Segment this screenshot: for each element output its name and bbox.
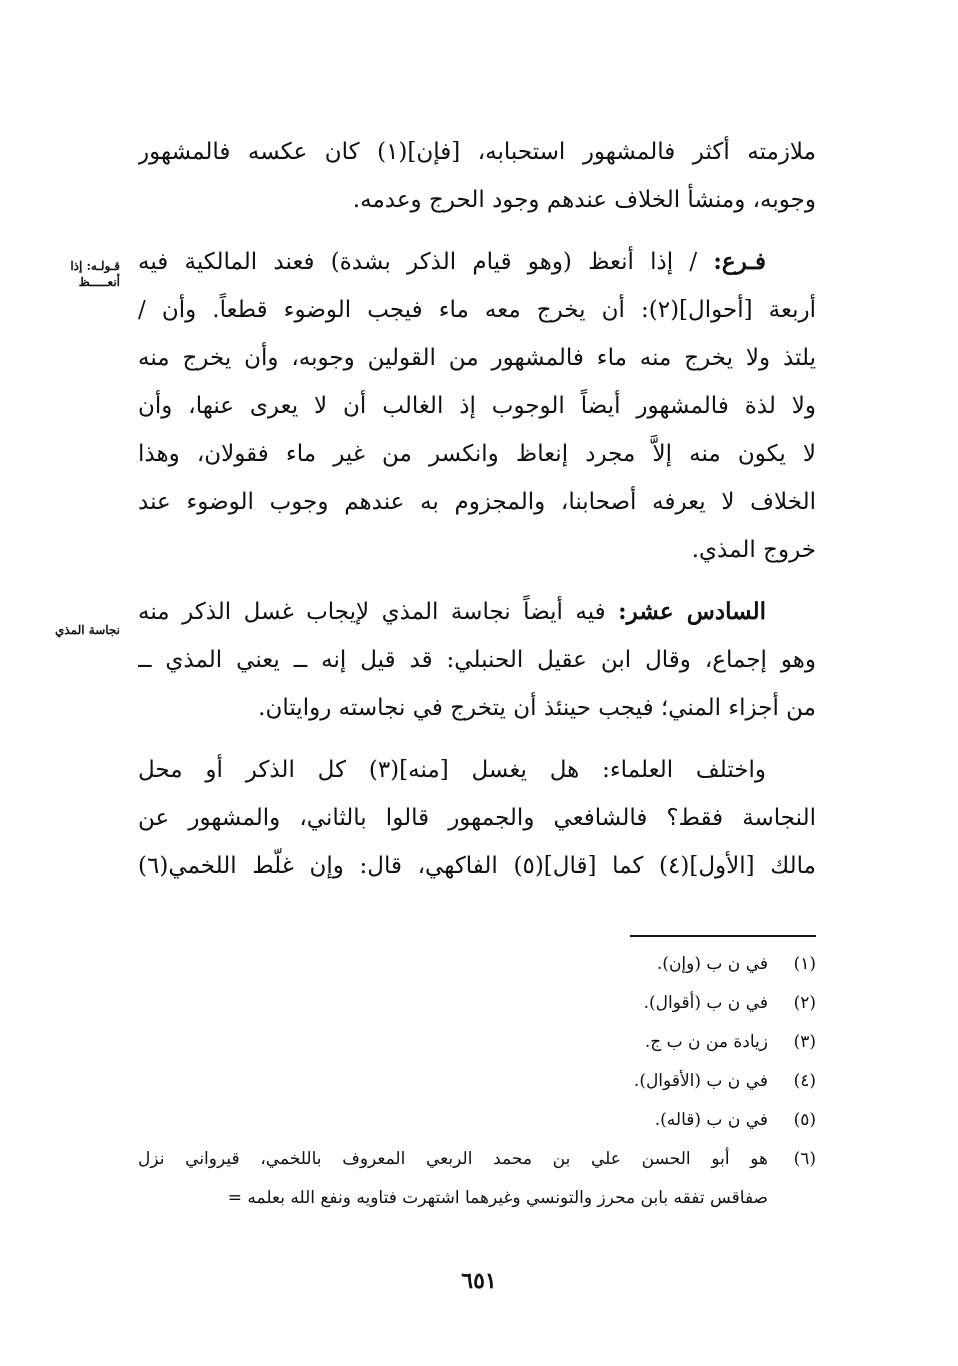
text-line: يلتذ ولا يخرج منه ماء فالمشهور من القولين وجوبه، وأن يخرج منه: [138, 345, 816, 371]
text-line: [138, 238, 816, 286]
text-line: وهو إجماع، وقال ابن عقيل الحنبلي: قد قيل إنه ــ يعني المذي ــ: [138, 647, 816, 673]
footnote-text: في ن ب (الأقوال).: [633, 1071, 768, 1091]
section-lead: فـرع:: [713, 248, 767, 275]
footnote-number: (٤): [793, 1071, 816, 1091]
text-line: خروج المذي.: [691, 537, 816, 563]
footnote-continuation: صفاقس تفقه بابن محرز والتونسي وغيرهما اشتهرت فتاويه ونفع الله بعلمه =: [227, 1188, 768, 1208]
text-span: / إذا أنعظ (وهو قيام الذكر بشدة) فعند المالكية فيه: [138, 249, 698, 275]
footnote-text: زيادة من ن ب ج.: [644, 1032, 768, 1052]
text-span: فيه أيضاً نجاسة المذي لإيجاب غسل الذكر منه: [138, 599, 606, 625]
footnote-item: [138, 1140, 816, 1179]
main-text: [138, 128, 816, 904]
footnote-number: (١): [793, 954, 816, 974]
text-line: لا يكون منه إلاَّ مجرد إنعاظ وانكسر من غير ماء فقولان، وهذا: [138, 441, 816, 467]
section-lead: السادس عشر:: [618, 598, 767, 625]
footnote-number: (٣): [793, 1032, 816, 1052]
text-line: ولا لذة فالمشهور أيضاً الوجوب إذ الغالب أن لا يعرى عنها، وأن: [138, 393, 816, 419]
footnote-number: (٢): [793, 993, 816, 1013]
footnote-item: [138, 1101, 816, 1140]
page-number: ٦٥١: [461, 1268, 497, 1294]
footnote-number: (٥): [793, 1110, 816, 1130]
footnotes: [138, 945, 816, 1218]
paragraph-2: [138, 238, 816, 574]
footnote-text: في ن ب (وإن).: [656, 954, 768, 974]
margin-note-1: قـولـه: إذا أنعـــــظ: [70, 259, 120, 289]
footnote-text: في ن ب (أقوال).: [643, 993, 768, 1013]
footnote-text: هو أبو الحسن علي بن محمد الربعي المعروف باللخمي، قيرواني نزل: [138, 1149, 768, 1169]
footnote-text: في ن ب (قاله).: [654, 1110, 768, 1130]
footnote-divider: [630, 935, 816, 937]
text-line: [138, 588, 816, 636]
text-line: الخلاف لا يعرفه أصحابنا، والمجزوم به عندهم وجوب الوضوء عند: [138, 489, 816, 515]
text-line: ملازمته أكثر فالمشهور استحبابه، [فإن](١) كان عكسه فالمشهور: [138, 139, 816, 165]
text-line: من أجزاء المني؛ فيجب حينئذ أن يتخرج في نجاسته روايتان.: [258, 695, 816, 721]
paragraph-1: [138, 128, 816, 224]
text-line: أربعة [أحوال](٢): أن يخرج معه ماء فيجب الوضوء قطعاً. وأن /: [138, 297, 816, 323]
paragraph-3: [138, 588, 816, 732]
paragraph-4: [138, 746, 816, 890]
footnote-item: [138, 945, 816, 984]
text-line: واختلف العلماء: هل يغسل [منه](٣) كل الذكر أو محل: [138, 757, 766, 783]
text-line: مالك [الأول](٤) كما [قال](٥) الفاكهي، قال: وإن غلّط اللخمي(٦): [138, 853, 816, 879]
footnote-item: [138, 1023, 816, 1062]
text-line: النجاسة فقط؟ فالشافعي والجمهور قالوا بالثاني، والمشهور عن: [138, 805, 816, 831]
text-line: وجوبه، ومنشأ الخلاف عندهم وجود الحرج وعدمه.: [352, 187, 816, 213]
footnote-number: (٦): [793, 1149, 816, 1169]
footnote-item: [138, 1062, 816, 1101]
margin-note-2: نجاسة المذي: [54, 623, 120, 637]
footnote-item: [138, 984, 816, 1023]
